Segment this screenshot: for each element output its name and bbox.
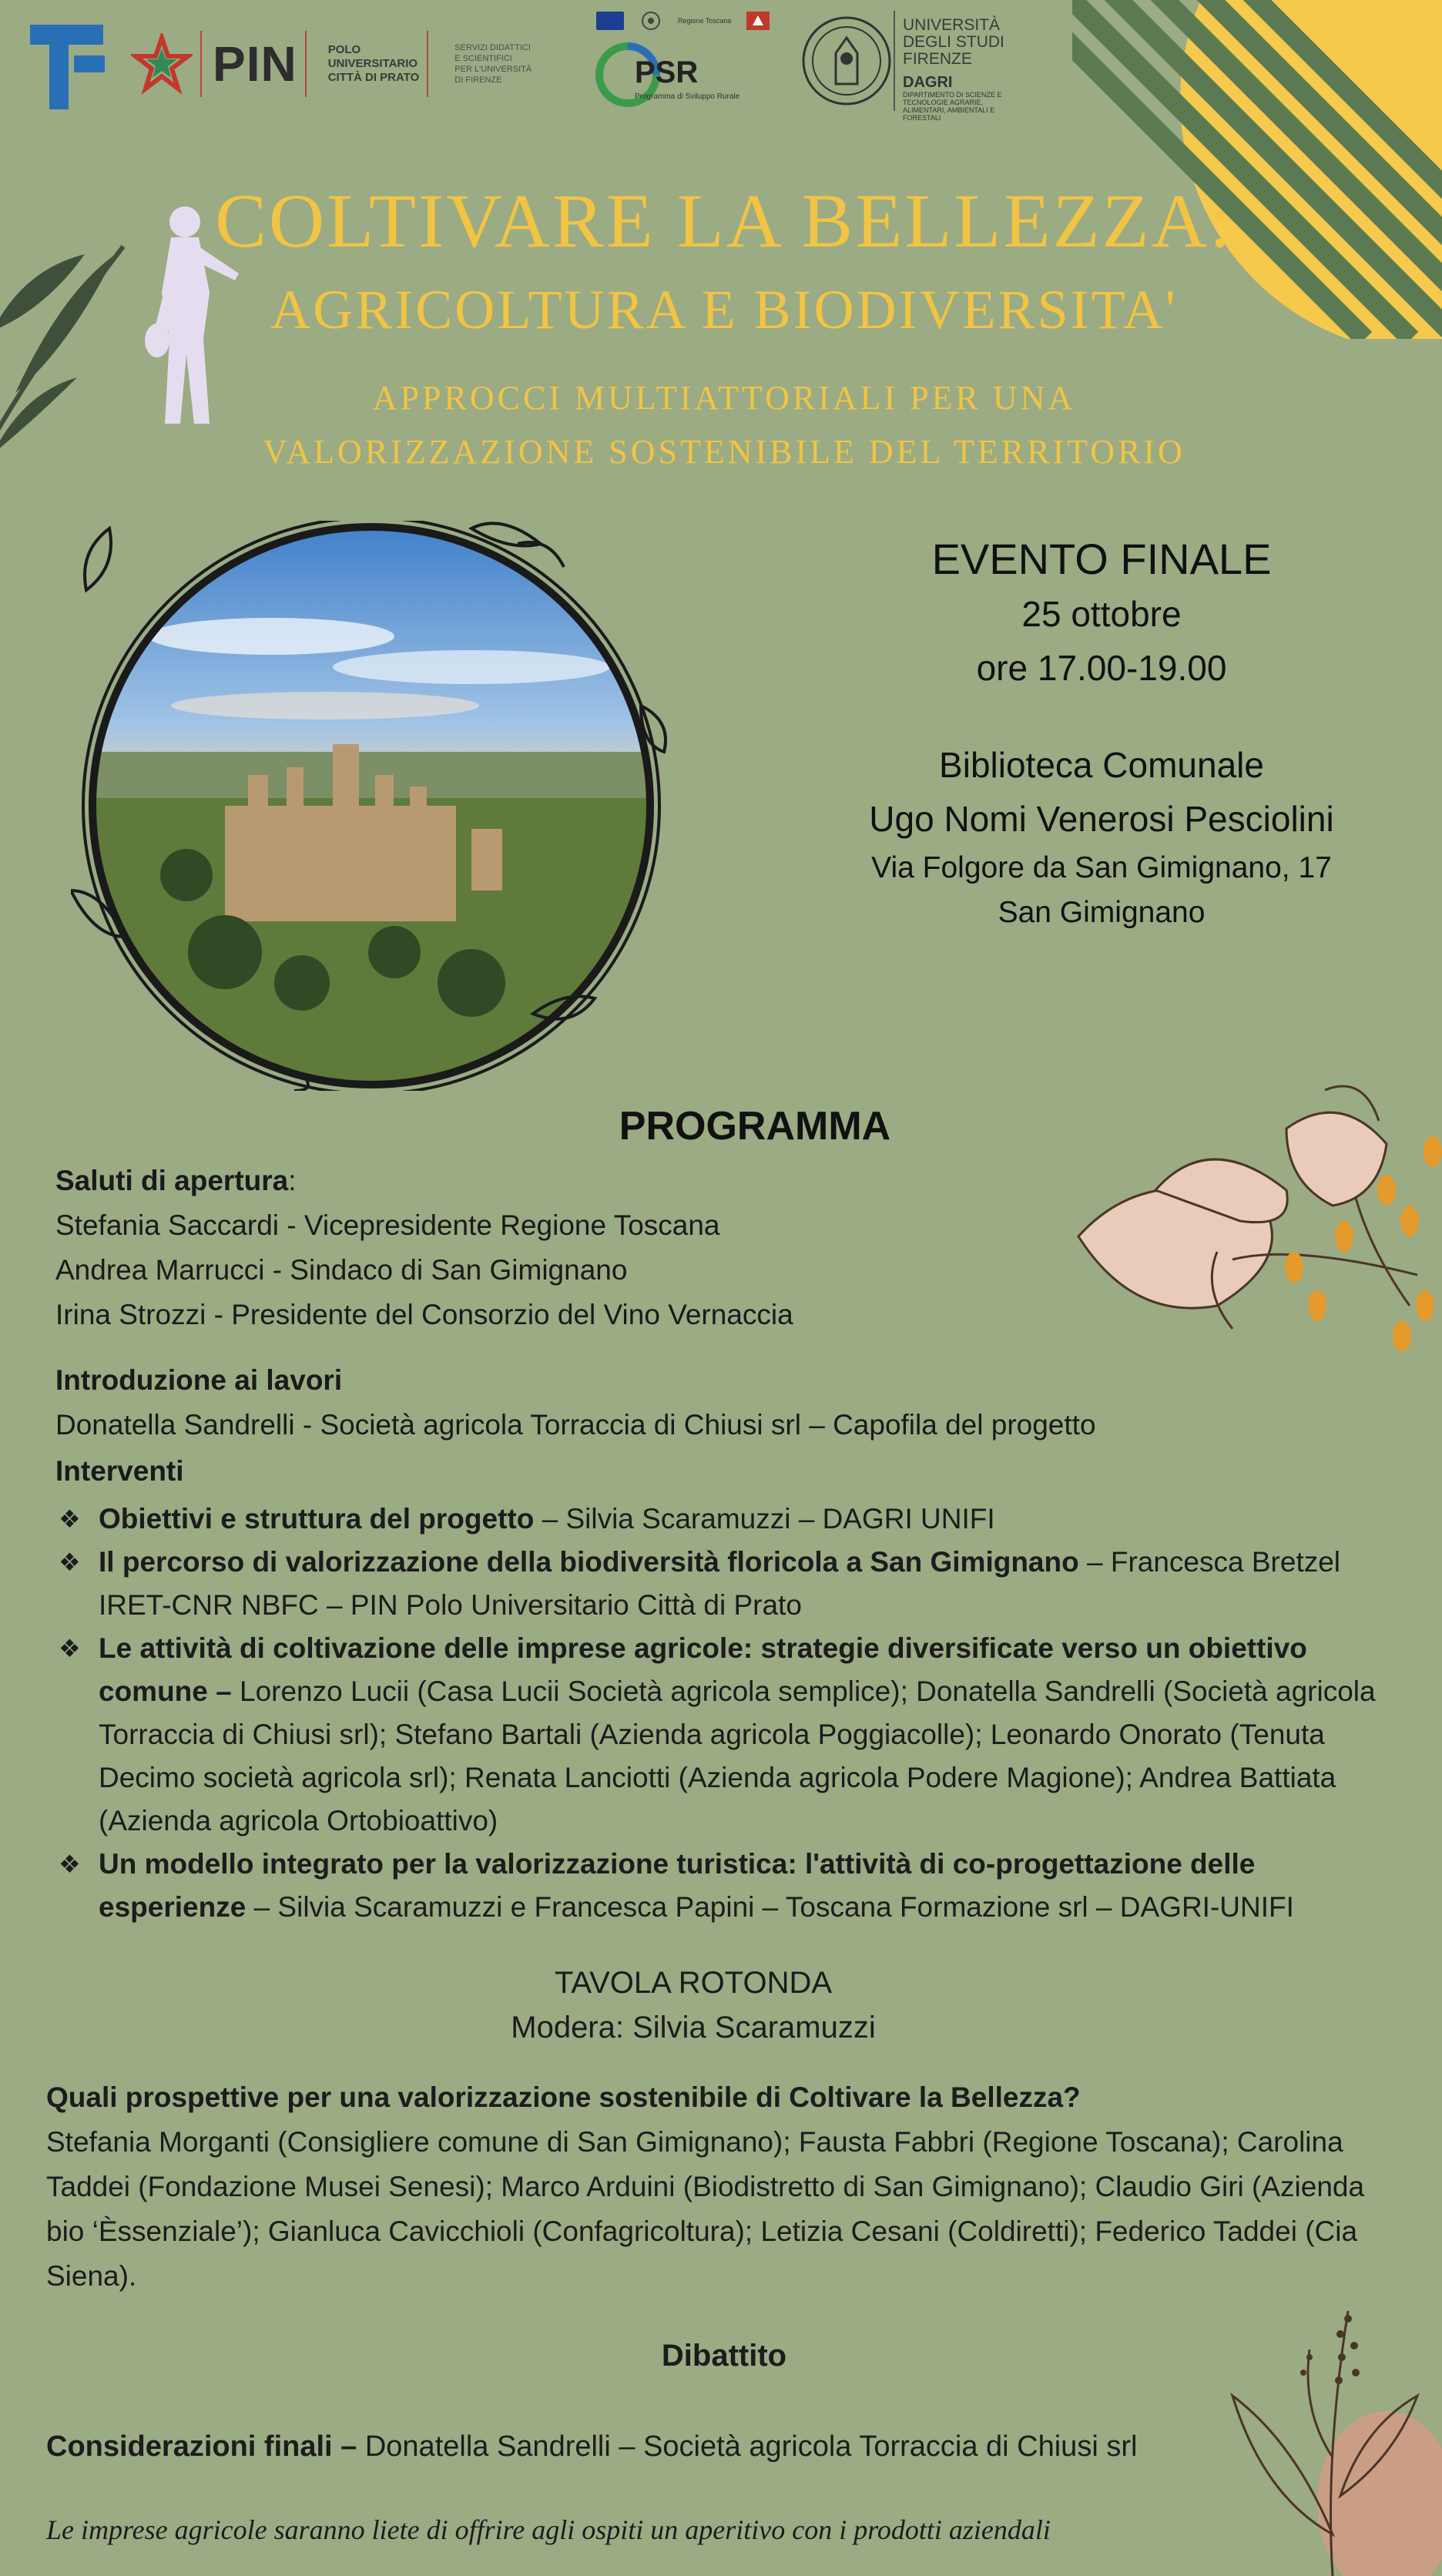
subtitle-line2: VALORIZZAZIONE SOSTENIBILE DEL TERRITORIO xyxy=(263,433,1185,471)
interventi-label: Interventi xyxy=(55,1455,184,1487)
dagri-subtitle: DIPARTIMENTO DI SCIENZE E TECNOLOGIE AGRARIE, ALIMENTARI, AMBIENTALI E FORESTALI xyxy=(903,91,1002,122)
pin-logo xyxy=(131,29,539,99)
program-heading: PROGRAMMA xyxy=(619,1104,891,1149)
tf-logo xyxy=(26,18,111,112)
region-toscana-icon xyxy=(746,12,770,30)
flowers-decoration-icon xyxy=(1063,1075,1442,1367)
event-venue-line1: Biblioteca Comunale xyxy=(939,745,1264,785)
leaf-decoration-icon xyxy=(0,223,131,454)
event-date: 25 ottobre xyxy=(1021,594,1182,634)
closing-text: Donatella Sandrelli – Società agricola Torraccia di Chiusi srl xyxy=(364,2430,1138,2463)
footer-note: Le imprese agricole saranno liete di offrire agli ospiti un aperitivo con i prodotti aziendali xyxy=(46,2514,1051,2545)
pin-divider-2 xyxy=(305,31,307,97)
pin-subtitle: POLO UNIVERSITARIO CITTÀ DI PRATO xyxy=(327,43,420,84)
pin-divider xyxy=(200,31,202,97)
pin-star-icon xyxy=(131,33,193,95)
opening-section xyxy=(55,1159,1057,1337)
event-heading: EVENTO FINALE xyxy=(931,535,1272,583)
opening-speaker: Andrea Marrucci - Sindaco di San Gimignano xyxy=(55,1254,628,1286)
event-info xyxy=(786,532,1417,935)
dagri-label: DAGRI xyxy=(903,74,953,91)
pin-name: PIN xyxy=(213,36,297,92)
dibattito-heading: Dibattito xyxy=(661,2339,787,2373)
pin-divider-3 xyxy=(427,31,428,97)
opening-speaker: Irina Strozzi - Presidente del Consorzio del Vino Vernaccia xyxy=(55,1299,793,1330)
list-item: ❖ Un modello integrato per la valorizzazione turistica: l'attività di co-progettazione delle esperienze – Silvia Scaramuzzi e Francesca Papini – Toscana Formazione srl – DAGRI-UNIFI xyxy=(59,1848,1294,1923)
round-table-question: Quali prospettive per una valorizzazione sostenibile di Coltivare la Bellezza? xyxy=(46,2081,1081,2113)
plant-decoration-icon xyxy=(1217,2303,1442,2576)
pin-subtitle-2: SERVIZI DIDATTICI E SCIENTIFICI PER L'UNIVERSITÀ DI FIRENZE xyxy=(454,43,532,85)
list-item: ❖ Obiettivi e struttura del progetto – Silvia Scaramuzzi – DAGRI UNIFI xyxy=(59,1503,995,1535)
event-time: ore 17.00-19.00 xyxy=(976,648,1227,688)
closing-label: Considerazioni finali – xyxy=(46,2430,365,2463)
intro-label: Introduzione ai lavori xyxy=(55,1364,343,1396)
list-item: ❖ Le attività di coltivazione delle imprese agricole: strategie diversificate verso un obiettivo comune – Lorenzo Lucii (Casa Lucii Società agricola semplice); Donatella Sandrelli (Società agricola Torraccia di Chiusi srl); Stefano Bartali (Azienda agricola Poggiacolle); Leonardo Onorato (Tenuta Decimo società agricola srl); Renata Lanciotti (Azienda agricola Podere Magione); Andrea Battiata (Azienda agricola Ortobioattivo) xyxy=(59,1632,1376,1836)
intro-text: Donatella Sandrelli - Società agricola Torraccia di Chiusi srl – Capofila del progetto xyxy=(55,1409,1096,1441)
eu-logos-row xyxy=(596,9,770,32)
opening-speaker: Stefania Saccardi - Vicepresidente Regione Toscana xyxy=(55,1209,720,1241)
intro-section xyxy=(55,1358,1411,1494)
opening-label: Saluti di apertura xyxy=(55,1165,289,1196)
event-city: San Gimignano xyxy=(998,896,1206,929)
round-table-participants: Stefania Morganti (Consigliere comune di San Gimignano); Fausta Fabbri (Regione Toscana); Carolina Taddei (Fondazione Musei Senesi); Marco Arduini (Biodistretto di San Gimignano); Claudio Giri (Azienda bio ‘Èssenziale’); Gianluca Cavicchioli (Confagricoltura); Letizia Cesani (Coldiretti); Federico Taddei (Cia Siena). xyxy=(46,2126,1365,2292)
unifi-name: UNIVERSITÀ DEGLI STUDI FIRENZE xyxy=(903,16,1004,68)
list-item: ❖ Il percorso di valorizzazione della biodiversità floricola a San Gimignano – Francesca Bretzel IRET-CNR NBFC – PIN Polo Universitario Città di Prato xyxy=(59,1546,1341,1621)
round-table-section xyxy=(46,2075,1371,2299)
psr-name: PSR xyxy=(635,55,699,89)
main-title-line2: AGRICOLTURA E BIODIVERSITA' xyxy=(270,279,1178,340)
region-label: Regione Toscana xyxy=(678,17,732,25)
opening-colon: : xyxy=(288,1165,297,1196)
interventi-list xyxy=(55,1498,1396,1929)
main-title-line1: COLTIVARE LA BELLEZZA: xyxy=(215,178,1233,263)
event-venue-line2: Ugo Nomi Venerosi Pesciolini xyxy=(869,799,1334,839)
tavola-rotonda xyxy=(385,1961,1001,2050)
event-address: Via Folgore da San Gimignano, 17 xyxy=(871,851,1332,884)
unifi-divider xyxy=(894,11,895,111)
subtitle xyxy=(154,371,1294,479)
subtitle-line1: APPROCCI MULTIATTORIALI PER UNA xyxy=(372,379,1076,417)
unifi-seal-icon xyxy=(801,11,892,111)
san-gimignano-photo xyxy=(71,521,672,1091)
tavola-moderator: Modera: Silvia Scaramuzzi xyxy=(511,2011,876,2044)
eu-flag-icon xyxy=(596,12,624,30)
italy-emblem-icon xyxy=(639,9,662,32)
closing-remarks xyxy=(46,2430,1356,2464)
tavola-heading: TAVOLA ROTONDA xyxy=(554,1966,833,2000)
psr-logo xyxy=(593,39,763,112)
psr-caption: Programma di Sviluppo Rurale xyxy=(635,92,740,101)
